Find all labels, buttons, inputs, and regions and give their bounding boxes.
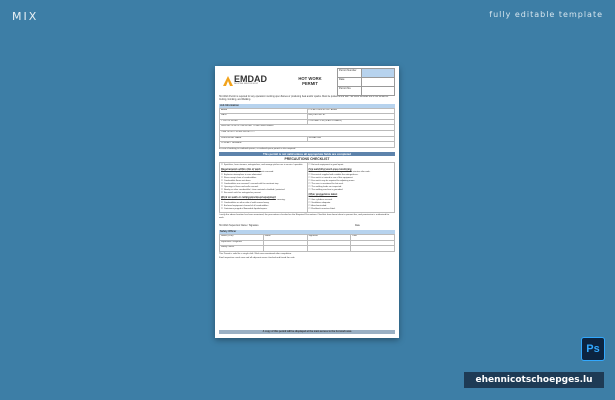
validity-banner: This permit is not valid unless all appropriate fields are completed (219, 152, 395, 156)
field-label: DESCRIPTION OF THE WORK TO BE PERFORMED (220, 125, 395, 131)
checklist-columns (219, 162, 395, 213)
field-label: DATE (220, 114, 308, 120)
checklist-item[interactable]: ☐ Nearby or other combustible / clean materials shielded / protected. (221, 189, 306, 192)
checklist-left-column (220, 163, 307, 212)
permit-title: HOT WORK PERMIT (298, 76, 322, 86)
checklist-item[interactable]: ☐ Explosive atmosphere in area eliminated. (221, 174, 306, 177)
checklist-item[interactable]: ☐ Area barricaded. (309, 205, 394, 208)
checklist-item[interactable]: ☐ Sprinklers, hose streams, extinguishers, and sewage pitches are in service / operable. (221, 164, 306, 167)
job-fields-table (219, 108, 395, 148)
checklist-item[interactable]: ☐ Fire watch may be required for adjoining areas. (309, 180, 394, 183)
checklist-item[interactable]: ☐ Floors swept clean of combustibles. (221, 177, 306, 180)
checklist-item[interactable]: ☐ Fire-watch with fire extinguisher present. (221, 192, 306, 195)
checklist-item[interactable]: ☐ Gas cylinders secured. (309, 199, 394, 202)
supervisor-signature-label: Hot Work Supervisor Name / Signature (219, 225, 259, 228)
checklist-item[interactable]: ☐ Hot work equipment in good repair. (309, 164, 394, 167)
checklist-item[interactable]: ☐ The area is monitored for hot work. (309, 183, 394, 186)
display-notice-bar: A copy of this permit will be displayed at the main access to the hot work area (219, 330, 395, 334)
site-url-badge[interactable]: ehennicotschoepges.lu (464, 372, 604, 388)
meta-label: Permit Number (338, 69, 362, 78)
logo-icon (223, 76, 233, 86)
field-label: TYPE OF WORK (220, 119, 308, 125)
signature-table (219, 234, 395, 252)
checklist-title: PRECAUTIONS CHECKLIST (284, 156, 330, 161)
checklist-item[interactable]: ☐ Fire-watch supplied with suitable fire extinguishers. (309, 174, 394, 177)
supervisor-date-label: Date (355, 225, 360, 228)
checklist-item[interactable]: ☐ Combustible floors wet down. (221, 180, 306, 183)
job-info-bar: Job Information (219, 104, 395, 108)
checklist-section-heading: Other precautions taken (308, 192, 338, 196)
checklist-item[interactable]: ☐ Ventilation adequate. (309, 202, 394, 205)
brand-label: MIX (12, 10, 39, 23)
checklist-section-heading: Work on walls or ceilings/enclosed equipment (221, 195, 276, 199)
photoshop-icon: Ps (581, 337, 605, 361)
meta-label: Permit No. (338, 87, 362, 96)
footer-note: Final inspection: work area and all adjacent areas checked and found fire safe. (219, 256, 296, 259)
supervisor-signature-row (219, 225, 395, 228)
document-header (215, 66, 399, 96)
sig-header: Signature (307, 234, 351, 240)
sig-cell[interactable] (307, 246, 351, 252)
tagline: fully editable template (489, 10, 603, 19)
meta-value[interactable] (362, 69, 395, 78)
sig-cell[interactable] (351, 246, 395, 252)
checklist-item[interactable]: ☐ Construction is non-combustible and without combustible covering. (221, 199, 306, 202)
confined-space-note: In case of working in confined spaces, a confined space permit is also required. (219, 147, 296, 150)
checklist-right-column (307, 163, 395, 212)
field-label: AREA (220, 108, 308, 114)
checklist-section-heading: Requirements within 11m of work (221, 167, 261, 171)
company-logo (223, 74, 271, 88)
permit-intro: Hot Work Permit is required for any operation involving open flames or producing heat and/or sparks. Must be posted at the site. Hot Work includes but is not limited to: Cutting, Grinding, and Welding. (219, 96, 389, 101)
checklist-item[interactable]: ☐ Suitable PPE worn. (309, 196, 394, 199)
checklist-item[interactable]: ☐ Enclosed equipment cleaned of all combustibles. (221, 205, 306, 208)
sig-cell[interactable] (263, 246, 307, 252)
sig-header: Name (Print) (220, 234, 264, 240)
permit-meta-table (337, 68, 395, 96)
checklist-item[interactable]: ☐ Combustibles on other side of walls moved away. (221, 202, 306, 205)
signature-bar: Safety Officer (219, 230, 395, 234)
field-label: REQUESTED BY (307, 114, 395, 120)
meta-value[interactable] (362, 78, 395, 87)
checklist-item[interactable]: ☐ Flashback arrestors fitted. (309, 208, 394, 211)
footer-note: This Permit is valid for a single shift. Work area monitored after completion. (219, 252, 292, 255)
checklist-item[interactable]: ☐ Containers purged of flammable liquids/vapors. (221, 208, 306, 211)
checklist-item[interactable]: ☐ Fire watch will be provided during and for 30 minutes after work. (309, 171, 394, 174)
field-label: CONTRACTOR (IF APPLICABLE) (307, 119, 395, 125)
checklist-item[interactable]: ☐ Fire watch is trained in use of this equipment. (309, 177, 394, 180)
verification-statement: I verify the above location has been examined, the precautions checked on the Required Precautions Checklist have been taken to prevent fire, and permission is authorized for work. (219, 214, 390, 219)
company-subtitle: INDUSTRIAL SERVICES GROUP (234, 84, 259, 85)
permit-document-preview (215, 66, 399, 338)
field-label: PERSONNEL NAME (220, 136, 308, 142)
field-label: LOCATION/SPECIFIC AREA (307, 108, 395, 114)
sig-header: Date (351, 234, 395, 240)
field-label: SIGNATURE (307, 136, 395, 142)
meta-label: Date (338, 78, 362, 87)
checklist-item[interactable]: ☐ The welding leads are inspected. (309, 186, 394, 189)
company-name: EMDAD (234, 74, 267, 84)
checklist-item[interactable]: ☐ Flammable liquids, dust, lint and oil deposits removed. (221, 171, 306, 174)
sig-role: Safety Officer (220, 246, 264, 252)
checklist-section-heading: Fire watch/hot work area monitoring (308, 167, 352, 171)
meta-value[interactable] (362, 87, 395, 96)
checklist-item[interactable]: ☐ The welding machine is grounded. (309, 189, 394, 192)
checklist-item[interactable]: ☐ Openings in floors and walls covered. (221, 186, 306, 189)
sig-header: Name (263, 234, 307, 240)
field-label: CONTACT NUMBER (220, 142, 395, 148)
field-label: TIME OF HOT WORK FROM / TO (220, 130, 395, 136)
checklist-item[interactable]: ☐ Combustibles are removed / covered with fire-resistant tarp. (221, 183, 306, 186)
sig-role: Supervisor / Engineer (220, 240, 264, 246)
